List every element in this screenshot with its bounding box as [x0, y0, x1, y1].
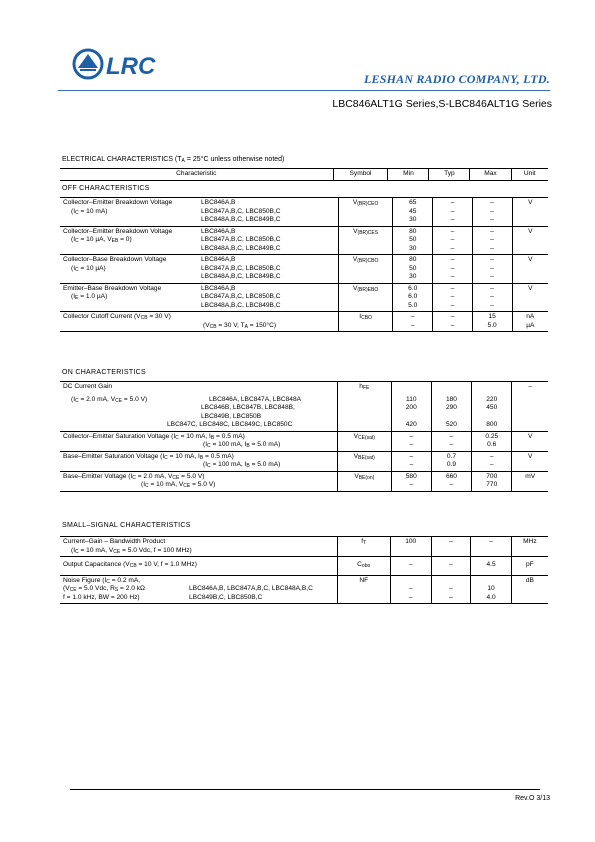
footer-divider — [70, 789, 540, 790]
table-row: Base–Emitter Saturation Voltage ($I_C = 10$ mA, $I_B = 0.5$ mA) ($I_C = 100$ mA, $I_B = 5.0$ mA) $V_{BE(sat)}$ – – 0.7 0.9 – – V — [60, 451, 548, 471]
table-row: Collector–Emitter Saturation Voltage ($I_C = 10$ mA, $I_B = 0.5$ mA) ($I_C = 100$ mA, $I_B = 5.0$ mA) $V_{CE(sat)}$ – – – – 0.25 0.6 V — [60, 431, 548, 451]
table-row: Collector–Base Breakdown Voltage ($I_C = 10$ µA) LBC846A,B LBC847A,B,C, LBC850B,C LBC848A,B,C, LBC849B,C $V_{(BR)CBO}$ 80 50 30 – – – – – – V — [60, 255, 548, 284]
table-row: Emitter–Base Breakdown Voltage ($I_E = 1.0$ µA) LBC846A,B LBC847A,B,C, LBC850B,C LBC848A,B,C, LBC849B,C $V_{(BR)EBO}$ 6.0 6.0 5.0 – – – – – – V — [60, 283, 548, 312]
logo-text: LRC — [106, 53, 156, 80]
column-header-table — [60, 168, 548, 181]
col-unit: Unit — [511, 169, 548, 181]
table-row: DC Current Gain ($I_C = 2.0$ mA, $V_{CE} = 5.0$ V) LBC846A, LBC847A, LBC848A LBC846B, LBC847B, LBC848B, LBC849B, LBC850B LBC847C, LBC848C, LBC849C, LBC850C $h_{FE}$ 110 200 420 180 290 520 220 450 800 – — [60, 382, 548, 432]
table-row: Base–Emitter Voltage ($I_C = 2.0$ mA, $V_{CE} = 5.0$ V) ($I_C = 10$ mA, $V_{CE} = 5.0$ V) $V_{BE(on)}$ 580 – 660 – 700 770 mV — [60, 471, 548, 491]
col-max: Max — [470, 169, 511, 181]
table-row: Current–Gain – Bandwidth Product ($I_C = 10$ mA, $V_{CE} = 5.0$ Vdc, f = 100 MHz) $f_T$ 100 – – MHz — [60, 537, 548, 557]
table-caption: ELECTRICAL CHARACTERISTICS ($T_A = 25^\circ C$ unless otherwise noted) — [62, 156, 285, 164]
table-row: Collector Cutoff Current ($V_{CB} = 30$ V) ($V_{CB} = 30$ V, $T_A = 150^\circ C$) $I_{CBO}$ – – – – 15 5.0 nA µA — [60, 312, 548, 332]
company-name: LESHAN RADIO COMPANY, LTD. — [363, 72, 550, 86]
col-symbol: Symbol — [333, 169, 388, 181]
table-row: Output Capacitance ($V_{CB} = 10$ V, f = 1.0 MHz) $C_{obo}$ – – 4.5 pF — [60, 557, 548, 576]
col-typ: Typ — [429, 169, 470, 181]
header-divider — [58, 90, 550, 91]
table-row: Collector–Emitter Breakdown Voltage ($I_C = 10$ mA) LBC846A,B LBC847A,B,C, LBC850B,C LBC848A,B,C, LBC849B,C $V_{(BR)CEO}$ 65 45 30 – – – – – – V — [60, 198, 548, 227]
section-small-signal: SMALL–SIGNAL CHARACTERISTICS — [62, 522, 191, 529]
section-off: OFF CHARACTERISTICS — [62, 185, 150, 192]
revision-label: Rev.O 3/13 — [515, 795, 550, 802]
col-min: Min — [388, 169, 429, 181]
small-signal-table — [60, 536, 548, 604]
table-row: Collector–Emitter Breakdown Voltage ($I_C = 10$ µA, $V_{EB} = 0$) LBC846A,B LBC847A,B,C, LBC850B,C LBC848A,B,C, LBC849B,C $V_{(BR)CES}$ 80 50 30 – – – – – – V — [60, 226, 548, 255]
series-title: LBC846ALT1G Series,S-LBC846ALT1G Series — [332, 98, 552, 110]
col-characteristic: Characteristic — [60, 169, 333, 181]
off-table — [60, 197, 548, 332]
table-row: Noise Figure ($I_C = 0.2$ mA, ($V_{CE} = 5.0$ Vdc, $R_S = 2.0$ kΩ LBC846A,B, LBC847A,B,C, LBC848A,B,C f = 1.0 kHz, BW = 200 Hz) LBC849B,C, LBC850B,C NF – – – – 10 4.0 dB — [60, 575, 548, 604]
on-table — [60, 381, 548, 492]
section-on: ON CHARACTERISTICS — [62, 369, 146, 376]
lrc-logo — [72, 46, 180, 82]
